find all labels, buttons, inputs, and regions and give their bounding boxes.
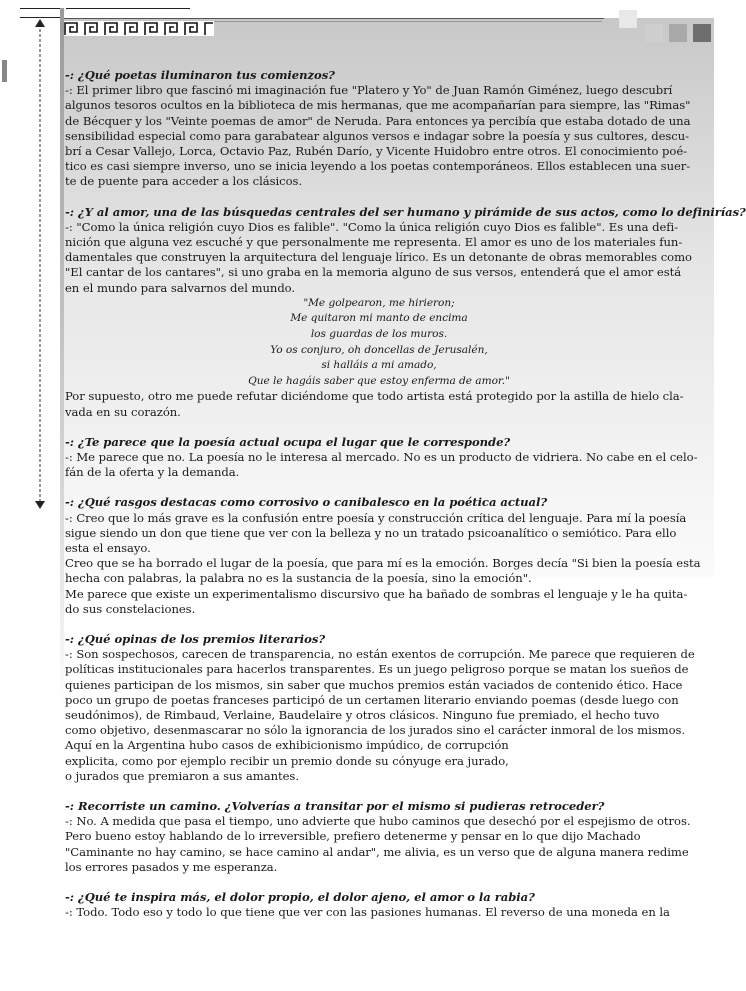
greek-key-ornament xyxy=(64,21,214,36)
answer-line: Me parece que existe un experimentalismo discursivo que ha bañado de sombras el lenguaje y le ha quita- xyxy=(65,586,688,601)
poem-line: los guardas de los muros. xyxy=(310,328,448,341)
answer-line: -: No. A medida que pasa el tiempo, uno advierte que hubo caminos que desechó por el espejismo de otros. xyxy=(65,814,691,829)
answer-line: vada en su corazón. xyxy=(65,404,181,419)
question: -: ¿Qué opinas de los premios literarios? xyxy=(65,632,326,647)
answer-line: te de puente para acceder a los clásicos. xyxy=(65,174,303,189)
poem-line: "Me golpearon, me hirieron; xyxy=(303,296,455,309)
answer-line: "Caminante no hay camino, se hace camino al andar", me alivia, es un verso que de alguna manera redime xyxy=(65,844,689,859)
answer-line: do sus constelaciones. xyxy=(65,601,196,616)
side-marker xyxy=(2,60,7,82)
top-rule-long-2 xyxy=(214,21,602,22)
answer-line: tico es casi siempre inverso, uno se inicia leyendo a los poetas contemporáneos. Ellos establecen una suer- xyxy=(65,159,691,174)
answer-line: brí a Cesar Vallejo, Lorca, Octavio Paz, Rubén Darío, y Vicente Huidobro entre otros. El conocimiento poé- xyxy=(65,144,688,159)
answer-line: Por supuesto, otro me puede refutar diciéndome que todo artista está protegido por la astilla de hielo cla- xyxy=(65,389,684,404)
answer-line: fán de la oferta y la demanda. xyxy=(65,465,240,480)
answer-line: quienes participan de los mismos, sin saber que muchos premios están vaciados de contenido ético. Hace xyxy=(65,677,683,692)
answer-line: los errores pasados y me esperanza. xyxy=(65,859,278,874)
top-rule-short xyxy=(66,8,190,9)
question: -: ¿Qué rasgos destacas como corrosivo o canibalesco en la poética actual? xyxy=(65,495,548,510)
answer-line: algunos tesoros ocultos en la biblioteca de mis hermanas, que me acompañarían para siempre, las "Rimas" xyxy=(65,98,691,113)
answer-line: "El cantar de los cantares", si uno graba en la memoria alguno de sus versos, entenderá que el amor está xyxy=(65,265,682,280)
question: -: ¿Te parece que la poesía actual ocupa el lugar que le corresponde? xyxy=(65,434,511,449)
answer-line: -: Creo que lo más grave es la confusión entre poesía y construcción crítica del lenguaje. Para mí la poesía xyxy=(65,510,687,525)
answer-line: damentales que construyen la arquitectura del lenguaje lírico. Es un detonante de obras memorables como xyxy=(65,250,692,265)
answer-line: sigue siendo un don que tiene que ver con la belleza y no un tratado psicoanalítico o semiótico. Para ello xyxy=(65,525,677,540)
answer-line: Pero bueno estoy hablando de lo irreversible, prefiero detenerme y pensar en lo que dijo Machado xyxy=(65,829,641,844)
answer-line: poco un grupo de poetas franceses participó de un certamen literario enviando poemas (desde luego con xyxy=(65,692,679,707)
poem-line: Que le hagáis saber que estoy enferma de amor." xyxy=(248,374,510,387)
deco-square-2 xyxy=(645,24,663,42)
top-rule-left xyxy=(20,8,60,9)
answer-line: de Bécquer y los "Veinte poemas de amor" de Neruda. Para entonces ya percibía que estaba dotado de una xyxy=(65,113,691,128)
deco-square-4 xyxy=(693,24,711,42)
deco-square-1 xyxy=(619,10,637,28)
question: -: ¿Qué te inspira más, el dolor propio, el dolor ajeno, el amor o la rabia? xyxy=(65,890,535,905)
answer-line: -: El primer libro que fascinó mi imaginación fue "Platero y Yo" de Juan Ramón Giménez, luego descubrí xyxy=(65,83,673,98)
double-arrow-icon xyxy=(33,18,47,510)
deco-square-3 xyxy=(669,24,687,42)
answer-line: seudónimos), de Rimbaud, Verlaine, Baudelaire y otros clásicos. Ninguno fue premiado, el hecho tuvo xyxy=(65,708,660,723)
answer-line: esta el ensayo. xyxy=(65,541,151,556)
poem-line: Yo os conjuro, oh doncellas de Jerusalén, xyxy=(270,343,488,356)
margin-bar xyxy=(60,8,64,708)
answer-line: -: Son sospechosos, carecen de transparencia, no están exentos de corrupción. Me parece que requieren de xyxy=(65,647,695,662)
answer-line: explicita, como por ejemplo recibir un premio donde su cónyuge era jurado, xyxy=(65,753,509,768)
answer-line: o jurados que premiaron a sus amantes. xyxy=(65,768,299,783)
answer-line: hecha con palabras, la palabra no es la sustancia de la poesía, sino la emoción". xyxy=(65,571,532,586)
top-rule-long xyxy=(64,18,604,19)
question: -: ¿Y al amor, una de las búsquedas centrales del ser humano y pirámide de sus actos, como lo definirías? xyxy=(65,204,746,219)
interview-body xyxy=(65,68,746,921)
poem-quote xyxy=(65,296,693,390)
answer-line: políticas institucionales para hacerlos transparentes. Es un juego peligroso porque se matan los sueños de xyxy=(65,662,689,677)
answer-line: Creo que se ha borrado el lugar de la poesía, que para mí es la emoción. Borges decía "Si bien la poesía esta xyxy=(65,556,701,571)
question: -: ¿Qué poetas iluminaron tus comienzos? xyxy=(65,68,335,82)
answer-line: -: Todo. Todo eso y todo lo que tiene que ver con las pasiones humanas. El reverso de una moneda en la xyxy=(65,905,670,920)
poem-line: Me quitaron mi manto de encima xyxy=(290,312,468,325)
answer-line: nición que alguna vez escuché y que personalmente me representa. El amor es uno de los materiales fun- xyxy=(65,235,683,250)
answer-line: -: Me parece que no. La poesía no le interesa al mercado. No es un producto de vidriera. No cabe en el celo- xyxy=(65,450,698,465)
answer-line: Aquí en la Argentina hubo casos de exhibicionismo impúdico, de corrupción xyxy=(65,738,509,753)
answer-line: en el mundo para salvarnos del mundo. xyxy=(65,280,296,295)
answer-line: -: "Como la única religión cuyo Dios es falible". "Como la única religión cuyo Dios es falible". Es una defi- xyxy=(65,219,679,234)
poem-line: si halláis a mi amado, xyxy=(321,359,437,372)
question: -: Recorriste un camino. ¿Volverías a transitar por el mismo si pudieras retroceder? xyxy=(65,799,605,814)
answer-line: sensibilidad especial como para garabatear algunos versos e indagar sobre la poesía y sus cultores, descu- xyxy=(65,128,690,143)
answer-line: como objetivo, desenmascarar no sólo la ignorancia de los jurados sino el carácter inmoral de los mismos. xyxy=(65,723,686,738)
